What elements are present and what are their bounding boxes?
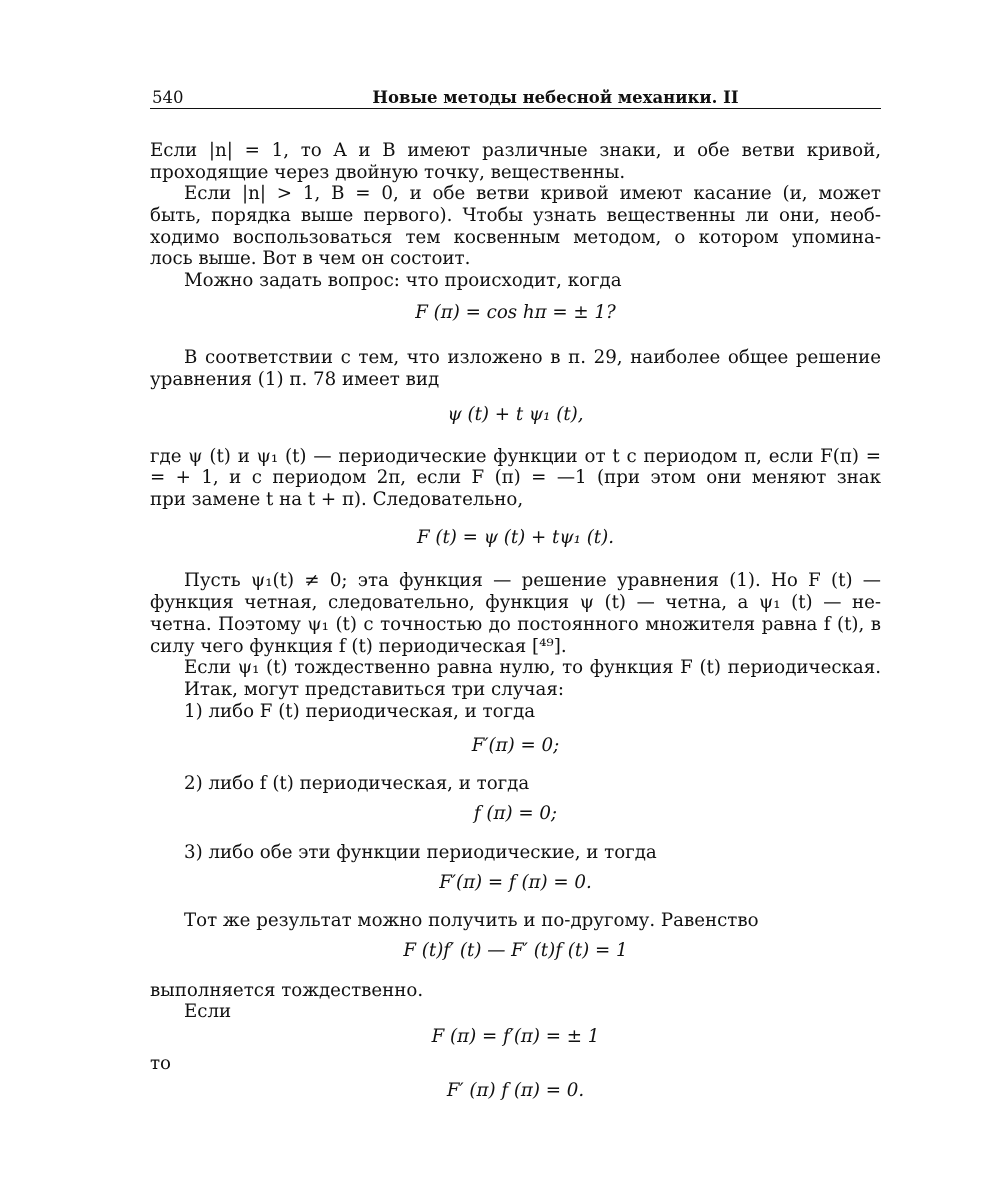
text-line: то [150,1053,172,1074]
text-line: 2) либо f (t) периодическая, и тогда [184,773,530,794]
text-line: Если |n| > 1, B = 0, и обе ветви кривой имеют касание (и, может [184,183,881,204]
text-line: Если ψ₁ (t) тождественно равна нулю, то функция F (t) периодическая. [184,657,881,678]
page-number: 540 [152,88,184,107]
running-title: Новые методы небесной механики. II [372,88,739,107]
text-line: ходимо воспользоваться тем косвенным методом, о котором упомина- [150,227,881,248]
text-line: В соответствии с тем, что изложено в п. 29, наиболее общее решение [184,347,881,368]
text-line: Итак, могут представиться три случая: [184,679,564,700]
formula: F′(π) = f (π) = 0. [439,872,592,893]
formula: F (π) = cos hπ = ± 1? [415,302,616,323]
text-line: силу чего функция f (t) периодическая [⁴⁹]. [150,636,567,657]
text-line: Пусть ψ₁(t) ≠ 0; эта функция — решение уравнения (1). Но F (t) — [184,570,881,591]
text-line: при замене t на t + π). Следовательно, [150,489,524,510]
formula: F (t) = ψ (t) + tψ₁ (t). [417,527,614,548]
text-line: Тот же результат можно получить и по-другому. Равенство [184,910,759,931]
text-line: проходящие через двойную точку, вещественны. [150,162,626,183]
text-line: уравнения (1) п. 78 имеет вид [150,369,440,390]
text-line: Если [184,1001,232,1022]
formula: F′(π) = 0; [471,735,560,756]
text-line: Если |n| = 1, то A и B имеют различные знаки, и обе ветви кривой, [150,140,881,161]
text-line: выполняется тождественно. [150,980,424,1001]
text-line: быть, порядка выше первого). Чтобы узнать вещественны ли они, необ- [150,205,881,226]
formula: F′ (π) f (π) = 0. [446,1080,585,1101]
text-line: четна. Поэтому ψ₁ (t) с точностью до постоянного множителя равна f (t), в [150,614,881,635]
formula: f (π) = 0; [473,803,558,824]
formula: F (π) = f′(π) = ± 1 [431,1026,600,1047]
text-line: Можно задать вопрос: что происходит, когда [184,270,622,291]
text-line: 1) либо F (t) периодическая, и тогда [184,701,536,722]
text-line: функция четная, следовательно, функция ψ (t) — четна, а ψ₁ (t) — не- [150,592,881,613]
text-line: лось выше. Вот в чем он состоит. [150,248,471,269]
text-line: = + 1, и с периодом 2π, если F (π) = —1 (при этом они меняют знак [150,467,881,488]
formula: ψ (t) + t ψ₁ (t), [447,404,584,425]
text-line: где ψ (t) и ψ₁ (t) — периодические функции от t с периодом π, если F(π) = [150,446,881,467]
formula: F (t)f′ (t) — F′ (t)f (t) = 1 [403,940,628,961]
text-line: 3) либо обе эти функции периодические, и тогда [184,842,657,863]
running-header [150,88,881,109]
